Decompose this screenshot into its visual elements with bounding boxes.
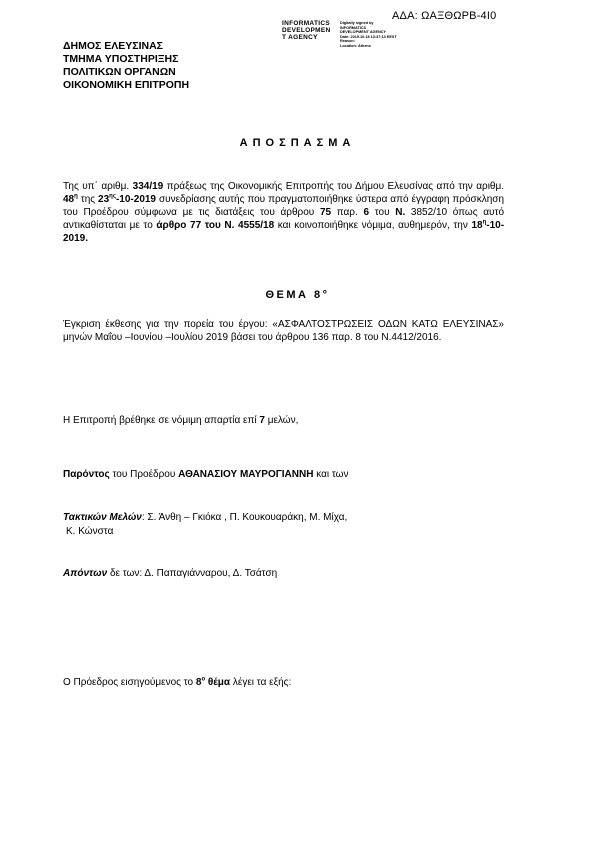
text-run: και των <box>316 469 349 480</box>
text-run: και κοινοποιήθηκε νόμιμα, αυθημερόν, την <box>277 220 468 231</box>
present-label: Παρόντος <box>63 469 110 480</box>
stamp-org-name <box>282 20 340 41</box>
stamp-details <box>340 21 412 49</box>
absent-label: Απόντων <box>63 568 108 579</box>
session-date: -10-2019 <box>115 194 156 205</box>
text-run: του Προέδρου <box>112 469 176 480</box>
ada-code: ΑΔΑ: ΩΑΞΘΩΡΒ-4Ι0 <box>392 10 497 22</box>
member-count: 7 <box>259 415 265 426</box>
header-line: ΤΜΗΜΑ ΥΠΟΣΤΗΡΙΞΗΣ <box>63 53 179 65</box>
quorum-line <box>63 414 298 427</box>
law-reference: άρθρο 77 του Ν. 4555/18 <box>156 220 275 231</box>
text-run: μελών, <box>267 415 299 426</box>
members-line <box>63 511 347 524</box>
header-line: ΔΗΜΟΣ ΕΛΕΥΣΙΝΑΣ <box>63 40 163 52</box>
text-run: Η Επιτροπή βρέθηκε σε νόμιμη απαρτία επί <box>63 415 257 426</box>
stamp-detail-line: Digitally signed by <box>340 21 374 25</box>
stamp-detail-line: Reason: <box>340 39 355 44</box>
members-line-continued: Κ. Κώνστα <box>66 526 114 537</box>
superscript: η <box>74 193 78 200</box>
text-run: συνεδρίασης αυτής που πραγματοποιήθηκε ύστερα από έγγραφη πρόσκληση του Προέδρου σύμφωνα με τις διατάξεις του άρθρου <box>63 194 505 218</box>
stamp-detail-line: Location: Athens <box>340 43 371 48</box>
present-line <box>63 468 348 481</box>
text-run: της <box>80 194 96 205</box>
article-number: 75 <box>319 207 332 218</box>
decision-paragraph <box>63 180 504 245</box>
superscript: ο <box>201 676 206 683</box>
topic-heading: ΘΕΜΑ 8° <box>265 289 330 301</box>
municipality-header <box>63 40 189 92</box>
header-line: ΠΟΛΙΤΙΚΩΝ ΟΡΓΑΝΩΝ <box>63 66 176 78</box>
decision-number: 334/19 <box>132 181 164 192</box>
members-names: : Σ. Άνθη – Γκιόκα , Π. Κουκουαράκη, Μ. Μίχα, <box>141 512 348 523</box>
law-label: Ν. <box>395 207 406 218</box>
session-day: 23 <box>98 194 110 205</box>
stamp-line: DEVELOPMEN <box>282 27 331 34</box>
topic-number: 8 <box>195 677 202 688</box>
document-title: ΑΠΟΣΠΑΣΜΑ <box>239 137 356 149</box>
superscript: η <box>482 219 487 226</box>
members-label: Τακτικών Μελών <box>63 512 142 523</box>
stamp-line: INFORMATICS <box>282 20 330 27</box>
text-run: λέγει τα εξής: <box>232 677 292 688</box>
absent-line <box>63 567 277 580</box>
absent-names: δε των: Δ. Παπαγιάνναρου, Δ. Τσάτση <box>109 568 278 579</box>
stamp-detail-line: INFORMATICS <box>340 25 367 30</box>
header-line: ΟΙΚΟΝΟΜΙΚΗ ΕΠΙΤΡΟΠΗ <box>63 79 190 91</box>
superscript: ης <box>109 193 116 200</box>
paragraph-number: 6 <box>363 207 370 218</box>
topic-word: θέμα <box>207 677 231 688</box>
text-run: Της υπ΄ αριθμ. <box>63 181 130 192</box>
session-number: 48 <box>63 194 75 205</box>
text-run: 3852/10 όπως αυτό αντικαθίσταται με το <box>63 207 505 231</box>
topic-description: Έγκριση έκθεσης για την πορεία του έργου: «ΑΣΦΑΛΤΟΣΤΡΩΣΕΙΣ ΟΔΩΝ ΚΑΤΩ ΕΛΕΥΣΙΝΑΣ» μηνών Μαΐου –Ιουνίου –Ιουλίου 2019 βάσει του άρθρου 136 παρ. 8 του Ν.4412/2016. <box>63 319 504 343</box>
stamp-detail-line: DEVELOPMENT AGENCY <box>340 30 387 35</box>
text-run: πράξεως της Οικονομικής Επιτροπής του Δήμου Ελευσίνας από την αριθμ. <box>166 181 505 192</box>
notice-date: -10-2019. <box>63 220 505 244</box>
chairman-intro-line <box>63 676 291 689</box>
stamp-detail-line: Date: 2019.10.18 13:37:13 EEST <box>340 34 397 39</box>
text-run: Ο Πρόεδρος εισηγούμενος το <box>63 677 194 688</box>
text-run: του <box>374 207 390 218</box>
text-run: παρ. <box>336 207 358 218</box>
stamp-line: T AGENCY <box>282 34 318 41</box>
chairman-name: ΑΘΑΝΑΣΙΟΥ ΜΑΥΡΟΓΙΑΝΝΗ <box>178 469 314 480</box>
notice-day: 18 <box>471 220 483 231</box>
digital-signature-stamp <box>282 20 414 60</box>
